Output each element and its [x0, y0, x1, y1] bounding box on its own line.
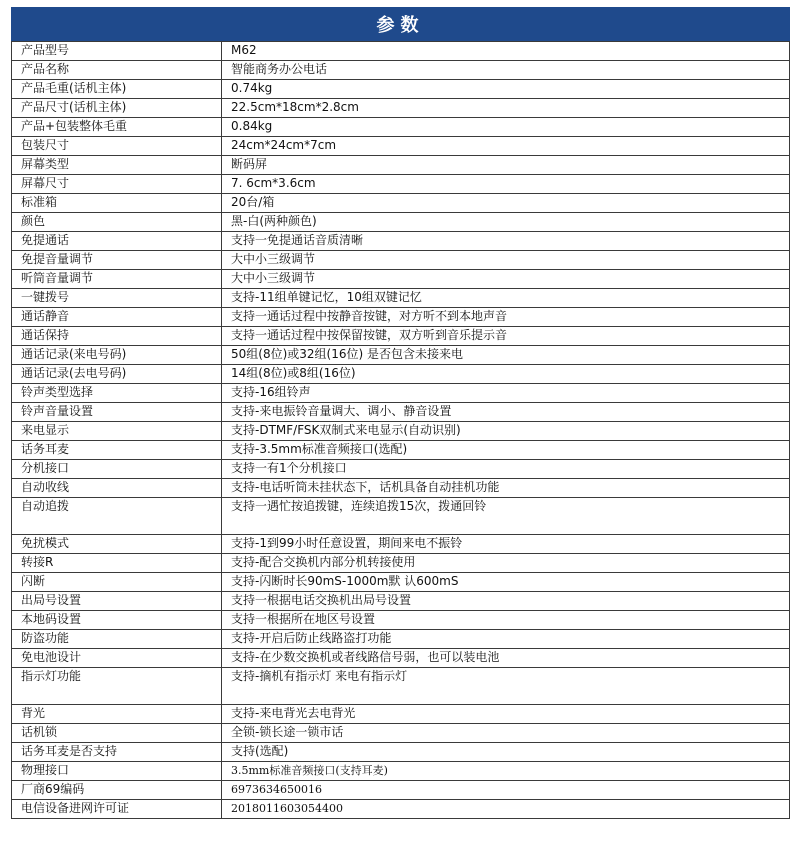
spec-value: 7. 6cm*3.6cm: [222, 175, 790, 194]
spec-value: 支持(选配): [222, 743, 790, 762]
table-row: [12, 630, 790, 649]
spec-value: 3.5mm标准音频接口(支持耳麦): [222, 762, 790, 781]
spec-value: 支持-1到99小时任意设置，期间来电不振铃: [222, 535, 790, 554]
spec-label: 产品毛重(话机主体): [12, 80, 222, 99]
spec-value: 支持-3.5mm标准音频接口(选配): [222, 441, 790, 460]
table-row: [12, 781, 790, 800]
spec-value: 支持-闪断时长90mS-1000m默 认600mS: [222, 573, 790, 592]
spec-label: 听筒音量调节: [12, 270, 222, 289]
spec-value: 支持一通话过程中按静音按键，对方听不到本地声音: [222, 308, 790, 327]
spec-value: 14组(8位)或8组(16位): [222, 365, 790, 384]
spec-sheet: [11, 7, 790, 819]
spec-value: 大中小三级调节: [222, 251, 790, 270]
table-row: [12, 251, 790, 270]
table-row: [12, 573, 790, 592]
spec-value: 支持一根据所在地区号设置: [222, 611, 790, 630]
spec-value: 支持-电话听筒未挂状态下，话机具备自动挂机功能: [222, 479, 790, 498]
spec-label: 铃声音量设置: [12, 403, 222, 422]
table-row: [12, 649, 790, 668]
table-row: [12, 42, 790, 61]
spec-table: [11, 41, 790, 819]
table-row: [12, 308, 790, 327]
spec-label: 通话静音: [12, 308, 222, 327]
spec-label: 电信设备进网许可证: [12, 800, 222, 819]
table-row: [12, 611, 790, 630]
spec-label: 转接R: [12, 554, 222, 573]
table-row: [12, 327, 790, 346]
spec-value: 0.74kg: [222, 80, 790, 99]
spec-value: 22.5cm*18cm*2.8cm: [222, 99, 790, 118]
spec-label: 背光: [12, 705, 222, 724]
table-row: [12, 724, 790, 743]
spec-label: 自动收线: [12, 479, 222, 498]
table-row: [12, 156, 790, 175]
spec-label: 包装尺寸: [12, 137, 222, 156]
table-row: [12, 460, 790, 479]
spec-value: 24cm*24cm*7cm: [222, 137, 790, 156]
spec-label: 免电池设计: [12, 649, 222, 668]
spec-label: 免提通话: [12, 232, 222, 251]
spec-label: 指示灯功能: [12, 668, 222, 705]
spec-value: 黑-白(两种颜色): [222, 213, 790, 232]
table-row: [12, 99, 790, 118]
spec-label: 出局号设置: [12, 592, 222, 611]
spec-value: 支持-16组铃声: [222, 384, 790, 403]
spec-label: 物理接口: [12, 762, 222, 781]
table-row: [12, 346, 790, 365]
spec-value: 支持-摘机有指示灯 来电有指示灯: [222, 668, 790, 705]
table-row: [12, 213, 790, 232]
spec-value: 2018011603054400: [222, 800, 790, 819]
spec-value: 支持一遇忙按追拨键，连续追拨15次，拨通回铃: [222, 498, 790, 535]
spec-label: 话机锁: [12, 724, 222, 743]
table-row: [12, 403, 790, 422]
spec-label: 通话保持: [12, 327, 222, 346]
spec-value: 支持-DTMF/FSK双制式来电显示(自动识别): [222, 422, 790, 441]
spec-value: 50组(8位)或32组(16位) 是否包含未接来电: [222, 346, 790, 365]
table-row: [12, 175, 790, 194]
table-row: [12, 270, 790, 289]
table-row: [12, 441, 790, 460]
table-row: [12, 118, 790, 137]
table-row: [12, 289, 790, 308]
table-row: [12, 422, 790, 441]
spec-value: 智能商务办公电话: [222, 61, 790, 80]
table-row: [12, 384, 790, 403]
spec-value: 大中小三级调节: [222, 270, 790, 289]
spec-label: 通话记录(去电号码): [12, 365, 222, 384]
spec-value: 0.84kg: [222, 118, 790, 137]
table-row: [12, 592, 790, 611]
spec-label: 屏幕尺寸: [12, 175, 222, 194]
table-row: [12, 705, 790, 724]
table-row: [12, 365, 790, 384]
spec-label: 话务耳麦是否支持: [12, 743, 222, 762]
spec-label: 厂商69编码: [12, 781, 222, 800]
spec-label: 一键拨号: [12, 289, 222, 308]
spec-label: 话务耳麦: [12, 441, 222, 460]
table-row: [12, 479, 790, 498]
table-row: [12, 800, 790, 819]
spec-value: 全锁-锁长途一锁市话: [222, 724, 790, 743]
spec-value: 20台/箱: [222, 194, 790, 213]
spec-label: 屏幕类型: [12, 156, 222, 175]
spec-value: 支持-开启后防止线路盗打功能: [222, 630, 790, 649]
spec-value: 支持一有1个分机接口: [222, 460, 790, 479]
spec-value: 支持一通话过程中按保留按键，双方听到音乐提示音: [222, 327, 790, 346]
spec-value: 支持一根据电话交换机出局号设置: [222, 592, 790, 611]
spec-label: 产品名称: [12, 61, 222, 80]
spec-value: M62: [222, 42, 790, 61]
spec-value: 支持一免提通话音质清晰: [222, 232, 790, 251]
spec-label: 产品尺寸(话机主体): [12, 99, 222, 118]
spec-value: 支持-11组单键记忆，10组双键记忆: [222, 289, 790, 308]
spec-label: 自动追拨: [12, 498, 222, 535]
table-row: [12, 762, 790, 781]
table-row: [12, 232, 790, 251]
spec-value: 6973634650016: [222, 781, 790, 800]
spec-label: 铃声类型选择: [12, 384, 222, 403]
spec-label: 免扰模式: [12, 535, 222, 554]
spec-value: 支持-来电振铃音量调大、调小、静音设置: [222, 403, 790, 422]
table-row: [12, 554, 790, 573]
table-row: [12, 80, 790, 99]
table-row: [12, 743, 790, 762]
spec-label: 分机接口: [12, 460, 222, 479]
spec-label: 防盗功能: [12, 630, 222, 649]
spec-label: 通话记录(来电号码): [12, 346, 222, 365]
spec-value: 支持-在少数交换机或者线路信号弱，也可以装电池: [222, 649, 790, 668]
table-row: [12, 498, 790, 535]
table-row: [12, 61, 790, 80]
spec-label: 本地码设置: [12, 611, 222, 630]
spec-label: 来电显示: [12, 422, 222, 441]
spec-value: 支持-配合交换机内部分机转接使用: [222, 554, 790, 573]
spec-label: 产品型号: [12, 42, 222, 61]
table-row: [12, 535, 790, 554]
table-title: 参数: [11, 7, 790, 41]
table-row: [12, 668, 790, 705]
spec-label: 免提音量调节: [12, 251, 222, 270]
table-row: [12, 194, 790, 213]
spec-label: 闪断: [12, 573, 222, 592]
spec-label: 产品+包装整体毛重: [12, 118, 222, 137]
spec-label: 颜色: [12, 213, 222, 232]
spec-value: 支持-来电背光去电背光: [222, 705, 790, 724]
table-row: [12, 137, 790, 156]
spec-table-body: [12, 42, 790, 819]
spec-value: 断码屏: [222, 156, 790, 175]
spec-label: 标准箱: [12, 194, 222, 213]
